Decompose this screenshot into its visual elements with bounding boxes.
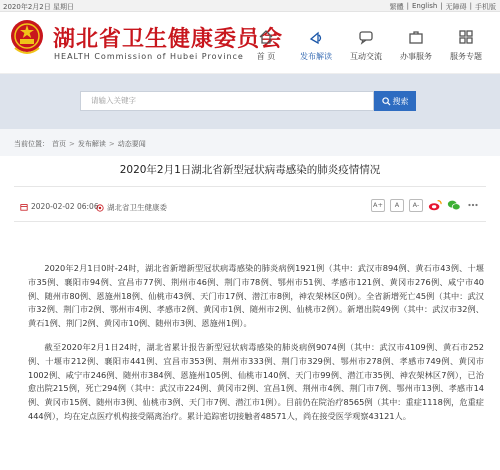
breadcrumb-separator: >	[108, 140, 115, 148]
breadcrumb-band	[0, 129, 500, 156]
nav-label: 发布解读	[300, 52, 332, 61]
chat-icon	[358, 29, 374, 45]
font-size-decrease[interactable]: A-	[409, 199, 423, 212]
search-band	[0, 74, 500, 129]
site-header	[0, 12, 500, 74]
nav-label: 首 页	[256, 52, 276, 61]
home-icon	[258, 29, 274, 45]
font-size-default[interactable]: A	[390, 199, 404, 212]
link-english[interactable]: English	[412, 2, 438, 10]
article-title: 2020年2月1日湖北省新型冠状病毒感染的肺炎疫情情况	[119, 164, 381, 176]
top-bar	[0, 0, 500, 12]
weibo-share-icon[interactable]	[428, 198, 442, 212]
article-paragraph: 截至2020年2月1日24时，湖北省累计报告新型冠状病毒感染的肺炎病例9074例（其中：武汉市4109例、黄石市252例、十堰市212例、襄阳市441例、宜昌市353例、荆州市333例、荆门市329例、鄂州市278例、孝感市749例、黄冈市1002例、咸宁市246例、随州市384例、恩施州105例、仙桃市140例、天门市99例、潜江市35例、神农架林区7例），已治愈出院215例，死亡294例（其中：武汉市224例、黄冈市2例、宜昌1例、荆州市4例、荆门市7例、鄂州市13例、孝感市14例、黄冈市15例、随州市3例、仙桃市3例、天门市7例、潜江市1例）。目前仍在院治疗8565例（其中：重症1118例，危重症444例），均在定点医疗机构接受隔离治疗。累计追踪密切接触者48571人，尚在接受医学观察43121人。	[28, 341, 484, 421]
publish-date-text: 2020-02-02 06:06	[31, 202, 99, 211]
breadcrumb-release[interactable]: 发布解读	[77, 140, 106, 148]
article-meta	[14, 186, 486, 222]
breadcrumb-label: 当前位置：	[14, 140, 49, 148]
nav-label: 互动交流	[350, 52, 382, 61]
national-emblem-icon[interactable]	[9, 18, 45, 58]
current-date: 2020年2月2日 星期日	[3, 3, 74, 11]
nav-services[interactable]	[396, 29, 436, 62]
article-source-text: 湖北省卫生健康委	[107, 203, 167, 212]
wechat-share-icon[interactable]	[447, 198, 461, 212]
main-nav	[246, 29, 486, 62]
search-input[interactable]: 请输入关键字	[80, 91, 374, 111]
nav-label: 服务专题	[450, 52, 482, 61]
grid-icon	[458, 29, 474, 45]
article-paragraph: 2020年2月1日0时-24时，湖北省新增新型冠状病毒感染的肺炎病例1921例（其中：武汉市894例、黄石市43例、十堰市35例、襄阳市94例、宜昌市77例、荆州市46例、荆门市78例、鄂州市51例、孝感市121例、黄冈市276例、咸宁市40例、随州市80例、恩施州18例、仙桃市43例、天门市17例、潜江市8例，神农架林区0例）。全省新增死亡45例（其中：武汉市32例、荆门市2例、鄂州市4例、孝感市2例、黄冈市1例、随州市2例、仙桃市2例）。新增出院49例（其中：武汉市32例、黄石1例、荆门2例、黄冈市10例、随州市3例、恩施州1例）。	[28, 263, 484, 329]
link-mobile[interactable]: 手机版	[475, 3, 496, 11]
divider: |	[406, 2, 409, 10]
font-size-increase[interactable]: A+	[371, 199, 385, 212]
nav-interaction[interactable]	[346, 29, 386, 62]
article-body	[28, 262, 484, 434]
breadcrumb-news[interactable]: 动态要闻	[117, 140, 146, 148]
publish-date	[20, 202, 99, 211]
briefcase-icon	[408, 29, 424, 45]
nav-special-topics[interactable]	[446, 29, 486, 62]
nav-label: 办事服务	[400, 52, 432, 61]
nav-release-interpretation[interactable]	[296, 29, 336, 62]
link-accessibility[interactable]: 无障碍	[445, 3, 467, 11]
search-icon	[382, 97, 391, 106]
divider: |	[469, 2, 472, 10]
search-button-label: 搜索	[392, 96, 409, 106]
top-links	[390, 2, 496, 12]
broadcast-icon	[308, 29, 324, 45]
site-subtitle: HEALTH Commission of Hubei Province	[54, 52, 244, 61]
site-title[interactable]: 湖北省卫生健康委员会	[53, 26, 284, 52]
source-icon	[96, 204, 104, 212]
article-tools	[371, 198, 480, 212]
breadcrumb-home[interactable]: 首页	[52, 140, 66, 148]
search-button[interactable]	[374, 91, 416, 111]
more-share-icon[interactable]	[466, 198, 480, 212]
breadcrumb-separator: >	[69, 140, 75, 148]
nav-home[interactable]	[246, 29, 286, 62]
breadcrumb	[14, 139, 146, 149]
calendar-icon	[20, 203, 28, 211]
article-source	[96, 202, 167, 213]
link-traditional-chinese[interactable]: 繁體	[389, 3, 404, 11]
divider: |	[440, 2, 443, 10]
